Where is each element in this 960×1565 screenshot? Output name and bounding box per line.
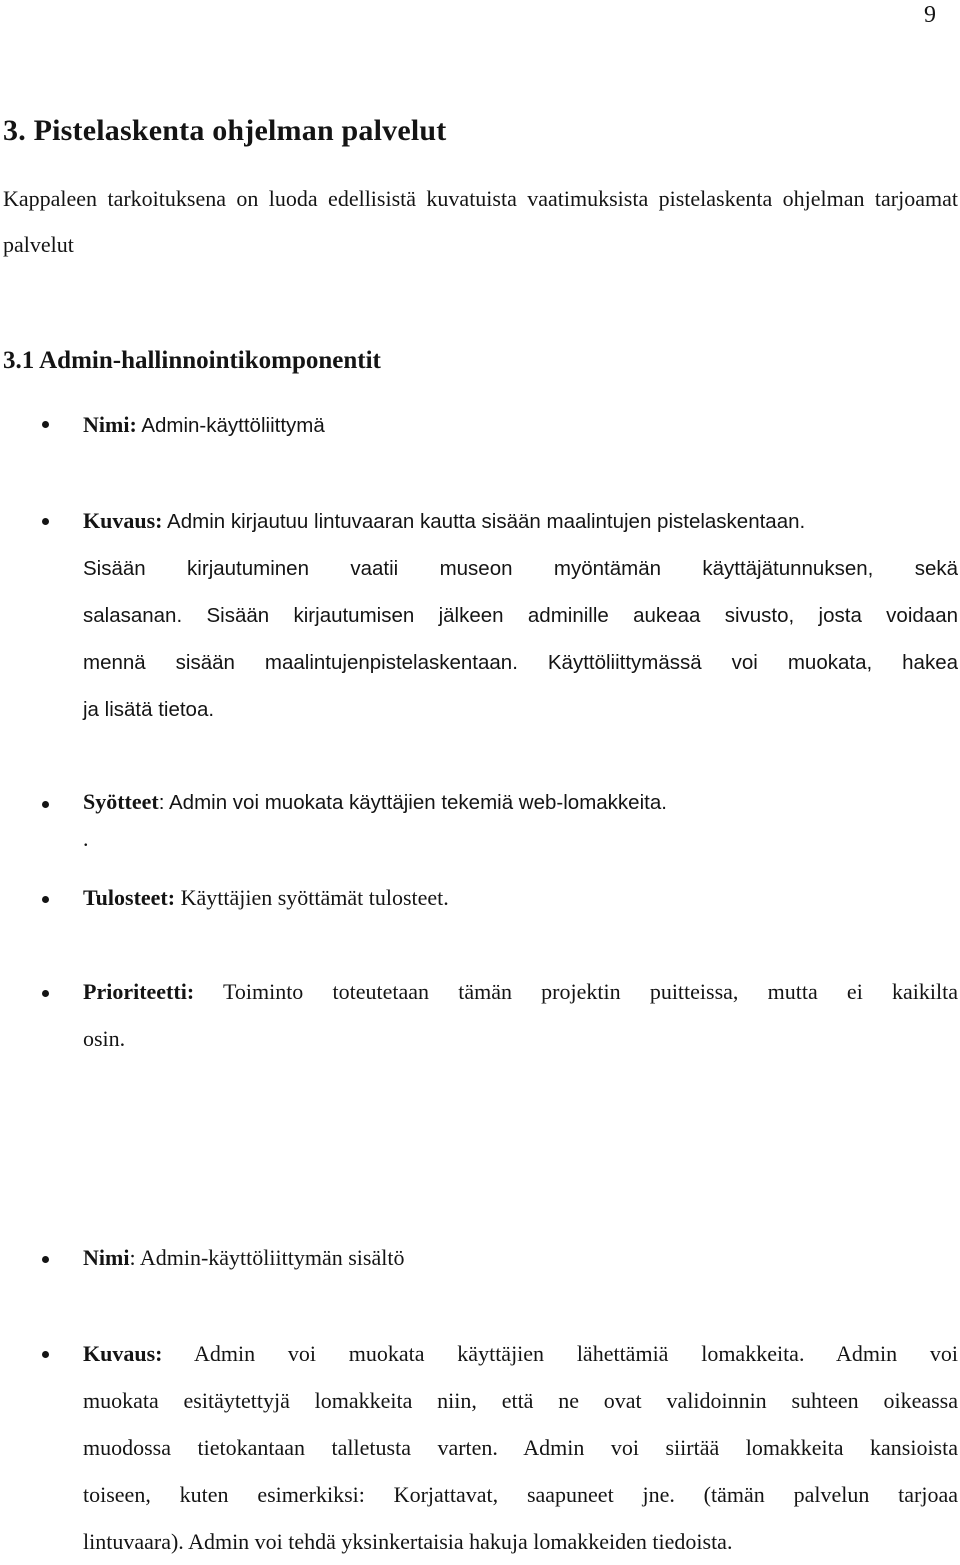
bullet-icon xyxy=(42,1351,49,1358)
subsection-heading: 3.1 Admin-hallinnointikomponentit xyxy=(3,347,381,374)
item-text: Käyttäjien syöttämät tulosteet. xyxy=(175,885,449,910)
item-label: Tulosteet: xyxy=(83,885,176,910)
list-item-priority xyxy=(83,968,958,1062)
item-label: Nimi xyxy=(83,1245,130,1270)
item-text: toiseen, kuten esimerkiksi: Korjattavat, saapuneet jne. (tämän palvelun tarjoaa xyxy=(83,1482,958,1507)
bullet-icon xyxy=(42,1256,49,1263)
item-label: Kuvaus: xyxy=(83,1341,163,1366)
section-heading: 3. Pistelaskenta ohjelman palvelut xyxy=(3,114,447,147)
item-text: mennä sisään maalintujenpistelaskentaan. Käyttöliittymässä voi muokata, hakea xyxy=(83,651,958,674)
bullet-icon xyxy=(42,518,49,525)
item-text: muokata esitäytettyjä lomakkeita niin, että ne ovat validoinnin suhteen oikeassa xyxy=(83,1388,958,1413)
list-item-name-2 xyxy=(83,1234,958,1281)
item-text: osin. xyxy=(83,1026,126,1051)
item-text: : Admin voi muokata käyttäjien tekemiä web-lomakkeita. xyxy=(158,791,667,814)
stray-period: . xyxy=(83,826,89,851)
item-label: Prioriteetti: xyxy=(83,979,195,1004)
item-text: ja lisätä tietoa. xyxy=(83,698,215,721)
bullet-icon xyxy=(42,990,49,997)
item-text: Admin kirjautuu lintuvaaran kautta sisään maalintujen pistelaskentaan. xyxy=(162,510,806,533)
list-item-description-2 xyxy=(83,1330,958,1565)
item-text: Toiminto toteutetaan tämän projektin puitteissa, mutta ei kaikilta xyxy=(194,979,958,1004)
item-text: lintuvaara). Admin voi tehdä yksinkertaisia hakuja lomakkeiden tiedoista. xyxy=(83,1529,733,1554)
bullet-icon xyxy=(42,896,49,903)
item-label: Kuvaus: xyxy=(83,508,163,533)
item-text: Sisään kirjautuminen vaatii museon myöntämän käyttäjätunnuksen, sekä xyxy=(83,557,958,580)
bullet-icon xyxy=(42,801,49,808)
item-label: Syötteet xyxy=(83,789,159,814)
list-item-inputs xyxy=(83,778,958,826)
list-item-name-1 xyxy=(83,401,958,449)
item-text: Admin voi muokata käyttäjien lähettämiä lomakkeita. Admin voi xyxy=(162,1341,958,1366)
item-label: Nimi: xyxy=(83,412,137,437)
item-text: : Admin-käyttöliittymän sisältö xyxy=(129,1245,405,1270)
bullet-icon xyxy=(42,421,49,428)
item-text: muodossa tietokantaan talletusta varten. Admin voi siirtää lomakkeita kansioista xyxy=(83,1435,958,1460)
item-text: salasanan. Sisään kirjautumisen jälkeen adminille aukeaa sivusto, josta voidaan xyxy=(83,604,958,627)
section-intro: Kappaleen tarkoituksena on luoda edellisistä kuvatuista vaatimuksista pistelaskenta ohjelman tarjoamat palvelut xyxy=(3,186,958,257)
item-text: Admin-käyttöliittymä xyxy=(136,414,325,437)
list-item-outputs xyxy=(83,874,958,921)
list-item-description-1 xyxy=(83,497,958,733)
page-number: 9 xyxy=(924,2,936,28)
